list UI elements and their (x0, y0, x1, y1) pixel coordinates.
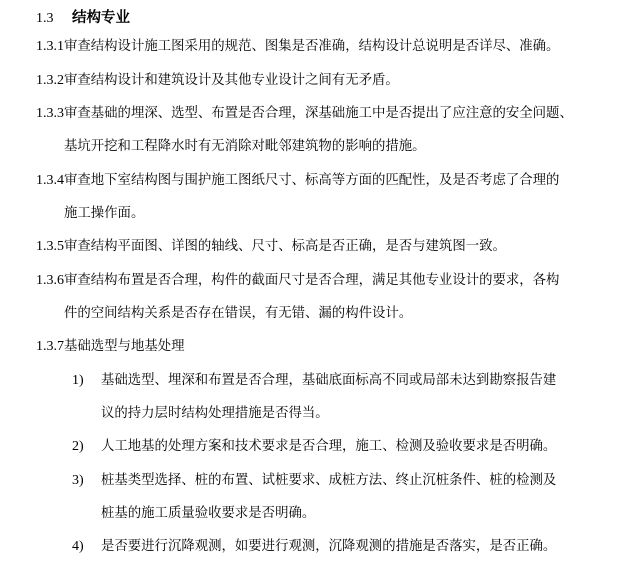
clause-1-3-6-continuation: 件的空间结构关系是否存在错误，有无错、漏的构件设计。 (64, 306, 413, 321)
clause-number: 1.3.7 (36, 339, 64, 354)
clause-text: 审查结构平面图、详图的轴线、尺寸、标高是否正确，是否与建筑图一致。 (64, 239, 506, 254)
clause-1-3-6 (36, 270, 559, 292)
clause-text: 审查结构布置是否合理，构件的截面尺寸是否合理，满足其他专业设计的要求，各构 (64, 273, 560, 288)
clause-text: 审查地下室结构图与围护施工图纸尺寸、标高等方面的匹配性，及是否考虑了合理的 (64, 173, 560, 188)
clause-1-3-3 (36, 103, 573, 125)
clause-1-3-7 (36, 336, 185, 358)
clause-number: 1.3.6 (36, 273, 64, 288)
clause-1-3-3-continuation: 基坑开挖和工程降水时有无消除对毗邻建筑物的影响的措施。 (64, 139, 426, 154)
list-item-marker: 4) (72, 539, 84, 554)
list-item-continuation: 议的持力层时结构处理措施是否得当。 (101, 406, 329, 421)
clause-1-3-2 (36, 70, 399, 92)
clause-text: 基础选型与地基处理 (64, 339, 185, 354)
clause-1-3-4-continuation: 施工操作面。 (64, 206, 145, 221)
clause-number: 1.3.3 (36, 106, 64, 121)
clause-1-3-1 (36, 36, 559, 58)
section-title: 结构专业 (72, 9, 130, 26)
list-item-text: 人工地基的处理方案和技术要求是否合理，施工、检测及验收要求是否明确。 (101, 439, 557, 454)
section-number: 1.3 (36, 11, 54, 26)
clause-text: 审查结构设计和建筑设计及其他专业设计之间有无矛盾。 (64, 73, 399, 88)
clause-1-3-4 (36, 170, 559, 192)
list-item-text: 基础选型、埋深和布置是否合理，基础底面标高不同或局部未达到勘察报告建 (101, 373, 557, 388)
list-item-marker: 2) (72, 439, 84, 454)
section-heading (36, 6, 130, 28)
list-item-continuation: 桩基的施工质量验收要求是否明确。 (101, 506, 316, 521)
clause-number: 1.3.2 (36, 73, 64, 88)
clause-number: 1.3.5 (36, 239, 64, 254)
clause-text: 审查结构设计施工图采用的规范、图集是否准确，结构设计总说明是否详尽、准确。 (64, 39, 560, 54)
list-item-marker: 1) (72, 373, 84, 388)
clause-1-3-5 (36, 236, 506, 258)
list-item-text: 桩基类型选择、桩的布置、试桩要求、成桩方法、终止沉桩条件、桩的检测及 (101, 473, 557, 488)
clause-text: 审查基础的埋深、选型、布置是否合理，深基础施工中是否提出了应注意的安全问题、 (64, 106, 573, 121)
list-item-marker: 3) (72, 473, 84, 488)
list-item-text: 是否要进行沉降观测，如要进行观测，沉降观测的措施是否落实，是否正确。 (101, 539, 557, 554)
clause-number: 1.3.1 (36, 39, 64, 54)
clause-number: 1.3.4 (36, 173, 64, 188)
